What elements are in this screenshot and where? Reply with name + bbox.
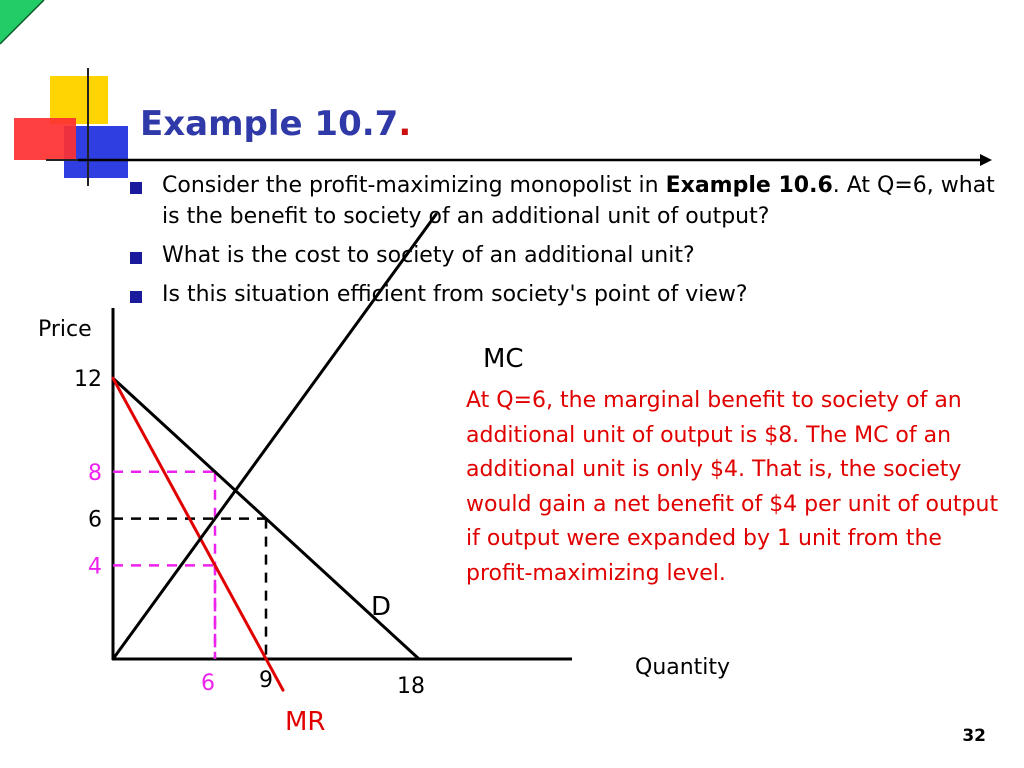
x-tick-label: 18	[397, 674, 425, 699]
bullet-text-bold: Example 10.6	[665, 173, 833, 198]
page-number: 32	[962, 726, 986, 746]
bullet-text: What is the cost to society of an additional unit?	[162, 243, 695, 268]
series-label-d: D	[371, 592, 392, 622]
y-tick-label: 4	[88, 554, 102, 580]
bullet-text: Is this situation efficient from society's point of view?	[162, 282, 748, 307]
y-axis-label: Price	[38, 317, 92, 342]
series-label-mr: MR	[285, 707, 326, 737]
bullet-text: Consider the profit-maximizing monopolist in	[162, 173, 666, 198]
x-tick-label: 6	[201, 671, 215, 696]
y-tick-label: 12	[74, 367, 102, 393]
x-tick-label: 9	[259, 668, 273, 693]
slide-title-period: .	[398, 104, 412, 144]
explanation-note: At Q=6, the marginal benefit to society of an additional unit of output is $8. The MC of an additional unit is only $4. That is, the society would gain a net benefit of $4 per unit of output if output were expanded by 1 unit from the profit-maximizing level.	[466, 388, 999, 586]
y-tick-label: 8	[88, 460, 102, 486]
y-tick-label: 6	[88, 507, 102, 533]
series-line-mr	[113, 378, 283, 690]
series-label-mc: MC	[483, 344, 524, 374]
bullet-text-tail: . At Q=6, what is the benefit to society of an additional unit of output?	[162, 173, 995, 229]
slide-title-text: Example 10.7	[140, 104, 399, 144]
x-axis-label: Quantity	[635, 655, 731, 680]
